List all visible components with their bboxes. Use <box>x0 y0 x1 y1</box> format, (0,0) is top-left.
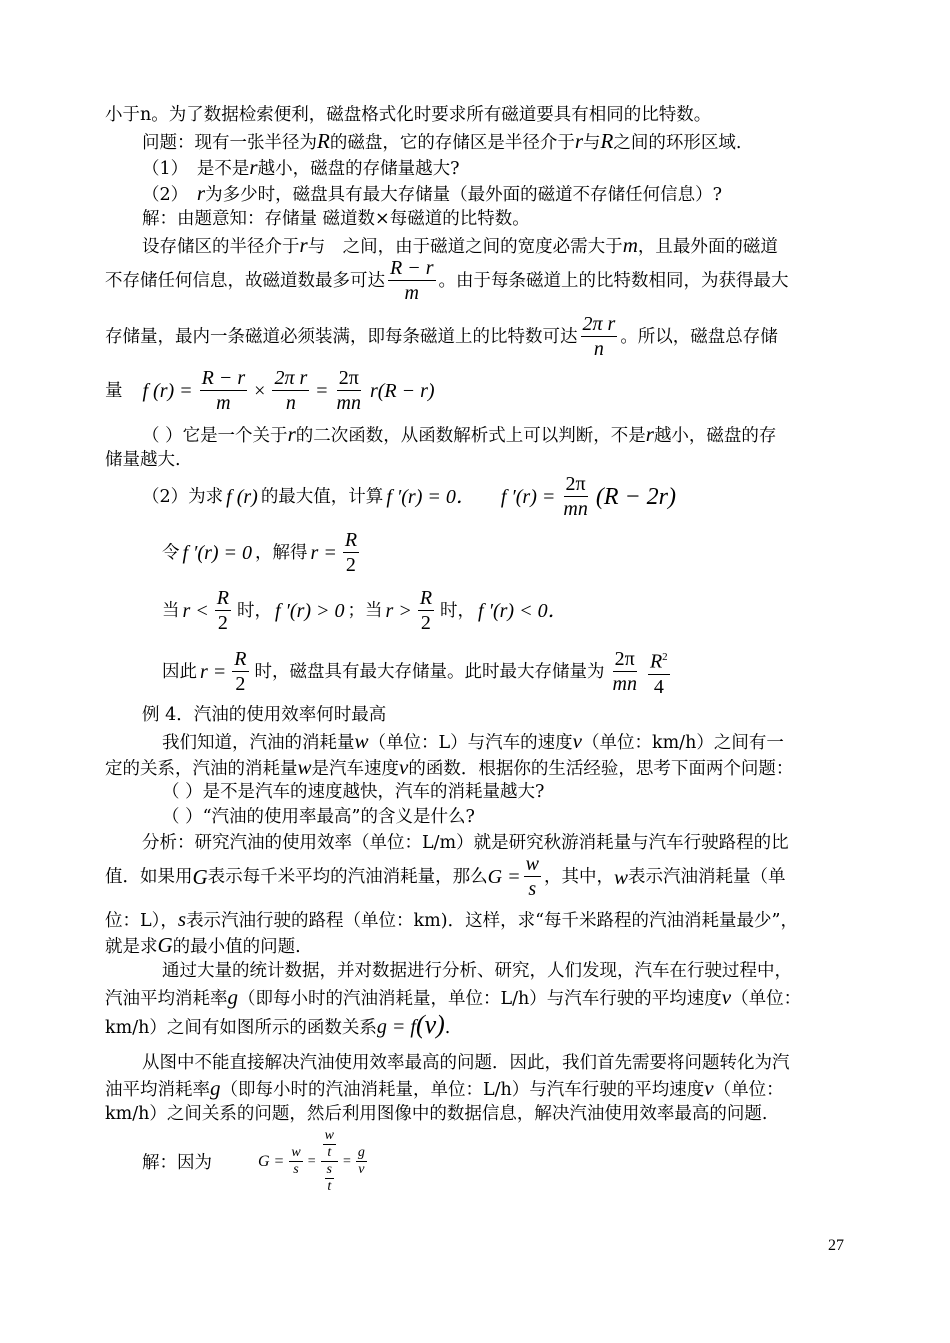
text: 的最小值的问题. <box>172 937 301 957</box>
text: 设存储区的半径介于 <box>142 237 300 257</box>
denominator: n <box>593 338 604 360</box>
math-expr: r = <box>310 541 337 564</box>
page-number: 27 <box>828 1237 844 1254</box>
fraction <box>356 1145 367 1178</box>
text: 与 <box>583 133 601 153</box>
denominator: mn <box>612 673 637 696</box>
text: 。由于每条磁道上的比特数相同，为获得最大 <box>438 270 789 291</box>
numerator: s <box>326 1162 332 1177</box>
text: （即每小时的汽油消耗量，单位：L/h）与汽车行驶的平均速度 <box>238 989 722 1009</box>
operator: × <box>254 379 266 402</box>
text-line <box>105 984 801 1012</box>
text: 表示汽油消耗量（单 <box>627 866 786 887</box>
text: 是汽车速度 <box>311 759 400 779</box>
math-var: v <box>399 755 409 779</box>
text-line <box>162 958 792 984</box>
exponent: 2 <box>662 651 668 663</box>
text: 之间的环形区域. <box>613 133 742 153</box>
text: （单位： <box>713 1080 784 1100</box>
text: 与 之间，由于磁道之间的宽度必需大于 <box>307 237 623 257</box>
text: km/h）之间有如图所示的函数关系 <box>105 1018 377 1038</box>
math-var: r <box>645 422 654 446</box>
numerator: R − r <box>390 257 434 279</box>
text-line <box>105 1101 767 1127</box>
numerator: 2π r <box>582 313 616 335</box>
text: 表示汽油行驶的路程（单位：km)．这样，求“每千米路程的汽油消耗量最少”， <box>186 911 798 931</box>
text: 时， <box>440 600 476 621</box>
text: （ ）是不是汽车的速度越快，汽车的消耗量越大? <box>162 782 545 802</box>
numerator: w <box>291 1145 301 1160</box>
math-expr: f ′(r) = <box>500 485 556 508</box>
numerator: 2π r <box>274 367 308 389</box>
text-line <box>142 1150 212 1176</box>
math-expr: f ′(r) < 0． <box>478 599 568 622</box>
text: （2）为求 <box>142 486 224 507</box>
denominator: mn <box>336 392 361 414</box>
math-expr: f ′(r) = 0 <box>182 541 253 564</box>
math-var: r <box>299 233 308 257</box>
math-var: m <box>622 233 638 257</box>
fraction <box>343 528 359 577</box>
text-line <box>105 1075 784 1103</box>
text-line <box>105 102 711 128</box>
math-var: R <box>649 650 663 673</box>
text: 当 <box>162 600 180 621</box>
compound-fraction <box>321 1128 338 1195</box>
math-expr: f (r) = <box>142 379 193 402</box>
fraction <box>323 1128 336 1161</box>
text: （单位： <box>731 989 802 1009</box>
operator: = <box>307 1153 316 1169</box>
text-line <box>162 728 784 756</box>
math-var: R <box>317 129 330 153</box>
formula-line <box>105 366 435 415</box>
math-var: v <box>704 1076 714 1100</box>
denominator: v <box>358 1162 365 1177</box>
numerator: R <box>216 587 229 609</box>
denominator: 2 <box>345 554 356 576</box>
text-line <box>105 852 785 901</box>
text-line <box>162 779 544 805</box>
text-line <box>105 754 793 782</box>
text-line <box>105 1012 450 1041</box>
text: 从图中不能直接解决汽油使用效率最高的问题．因此，我们首先需要将问题转化为汽 <box>142 1053 790 1073</box>
math-var: g <box>210 1076 221 1100</box>
text: . <box>444 1018 451 1038</box>
text: 令 <box>162 542 180 563</box>
text: 分析：研究汽油的使用效率（单位：L/m）就是研究秋游消耗量与汽车行驶路程的比 <box>142 833 789 853</box>
text: 量 <box>105 380 123 401</box>
denominator: s <box>528 878 537 900</box>
math-expr: (v) <box>415 1010 445 1039</box>
text: 时， <box>237 600 272 621</box>
text: 就是求 <box>105 937 158 957</box>
numerator: R <box>419 587 433 609</box>
text-line <box>162 804 475 830</box>
math-expr: g = f <box>376 1016 416 1038</box>
text: 位：L）， <box>105 911 178 931</box>
math-var: g <box>227 985 238 1009</box>
fraction <box>388 256 436 305</box>
text: 的磁盘，它的存储区是半径介于 <box>329 133 575 153</box>
text: 因此 <box>162 661 197 682</box>
math-expr: r > <box>385 599 412 622</box>
math-var: r <box>196 181 206 205</box>
text: 为多少时，磁盘具有最大存储量（最外面的磁道不存储任何信息）? <box>205 185 722 205</box>
text: 表示每千米平均的汽油消耗量，那么 <box>207 866 488 887</box>
text: 汽油平均消耗率 <box>105 989 228 1009</box>
text: ，且最外面的磁道 <box>637 237 778 257</box>
math-var: R <box>600 129 614 153</box>
text: 油平均消耗率 <box>105 1080 210 1100</box>
denominator: t <box>327 1179 332 1194</box>
math-expr: r < <box>182 599 209 622</box>
text: 不存储任何信息，故磁道数最多可达 <box>105 270 385 291</box>
fraction <box>215 586 231 635</box>
numerator: R − r <box>201 367 246 389</box>
text-line <box>142 1050 790 1076</box>
math-var: v <box>721 985 732 1009</box>
math-var: r <box>574 129 584 153</box>
math-expr: r(R − r) <box>369 379 435 402</box>
text-line <box>105 932 301 960</box>
fraction <box>561 472 589 521</box>
numerator: 2π <box>614 648 635 671</box>
fraction <box>335 366 363 415</box>
text: 时，磁盘具有最大存储量。此时最大存储量为 <box>254 661 605 682</box>
denominator: 2 <box>217 612 228 634</box>
denominator: m <box>216 392 231 414</box>
fraction <box>581 312 618 361</box>
math-var: r <box>287 422 296 446</box>
numerator: 2π <box>565 473 586 495</box>
operator: = <box>316 379 328 402</box>
denominator: m <box>404 282 419 304</box>
fraction <box>611 647 639 696</box>
text: 的函数．根据你的生活经验，思考下面两个问题： <box>408 759 794 779</box>
text: 解：由题意知：存储量 磁道数×每磁道的比特数。 <box>142 209 530 229</box>
formula-line <box>162 645 673 699</box>
example-heading <box>142 702 386 728</box>
fraction <box>289 1145 302 1178</box>
math-expr: r = <box>200 660 227 683</box>
math-var: v <box>572 729 582 753</box>
numerator: w <box>525 853 539 875</box>
fraction <box>200 366 248 415</box>
denominator: n <box>285 392 296 414</box>
math-expr: f (r) <box>226 485 258 508</box>
text: （1） 是不是 <box>142 159 250 179</box>
numerator: R <box>344 529 358 551</box>
text: 的最大值，计算 <box>260 486 384 507</box>
text: （单位：km/h）之间有一 <box>581 733 784 753</box>
formula-line <box>162 586 568 635</box>
line-1: 小于n。为了数据检索便利，磁盘格式化时要求所有磁道要具有相同的比特数。 <box>105 105 712 125</box>
math-var: s <box>177 907 187 931</box>
text: （ ）“汽油的使用率最高”的含义是什么? <box>162 807 475 827</box>
denominator: t <box>327 1145 332 1160</box>
text: 解：因为 <box>142 1153 212 1173</box>
text-line <box>105 312 847 361</box>
text: ；当 <box>347 600 383 621</box>
fraction <box>648 645 670 699</box>
text: 。所以，磁盘总存储 <box>620 326 778 347</box>
math-expr: G = <box>258 1152 285 1170</box>
fraction <box>524 852 541 901</box>
math-expr: G = <box>487 865 521 888</box>
math-expr: f ′(r) = 0． <box>386 485 476 508</box>
text: 问题：现有一张半径为 <box>142 133 317 153</box>
text-line <box>105 906 798 934</box>
fraction <box>232 647 248 696</box>
text: 例 4．汽油的使用效率何时最高 <box>142 705 387 725</box>
text: 我们知道，汽油的消耗量 <box>162 733 355 753</box>
math-expr: (R − 2r) <box>595 483 677 510</box>
text: 定的关系，汽油的消耗量 <box>105 759 298 779</box>
math-var: w <box>613 864 628 889</box>
text: 越小，磁盘的存 <box>653 426 777 446</box>
operator: = <box>342 1153 351 1169</box>
math-var: G <box>157 933 173 957</box>
fraction <box>272 366 309 415</box>
denominator: s <box>293 1162 299 1177</box>
numerator: w <box>324 1128 334 1143</box>
text: 值．如果用 <box>105 866 193 887</box>
final-equation <box>258 1128 370 1195</box>
math-var: w <box>297 755 312 779</box>
numerator: g <box>357 1145 365 1160</box>
text: 的二次函数，从函数解析式上可以判断，不是 <box>295 426 646 446</box>
math-var: w <box>354 729 369 753</box>
text-line <box>105 256 847 305</box>
denominator: mn <box>563 498 588 520</box>
text-line <box>105 447 181 473</box>
text: 存储量，最内一条磁道必须装满，即每条磁道上的比特数可达 <box>105 326 578 347</box>
denominator: 4 <box>653 675 664 698</box>
text: （ ）它是一个关于 <box>142 426 288 446</box>
text: （单位：L）与汽车的速度 <box>368 733 573 753</box>
denominator: 2 <box>420 612 431 634</box>
text-line <box>142 206 530 232</box>
text-line <box>142 154 459 182</box>
denominator: 2 <box>235 673 246 696</box>
fraction <box>418 586 434 635</box>
text: ，解得 <box>255 542 308 563</box>
text: （2） <box>142 185 197 205</box>
math-expr: f ′(r) > 0 <box>275 599 345 622</box>
math-var: r <box>249 155 258 179</box>
numerator: 2π <box>338 367 359 389</box>
formula-line <box>162 528 362 577</box>
text-line <box>142 180 722 208</box>
numerator: R <box>234 648 247 671</box>
text-line <box>142 421 776 449</box>
text: 储量越大. <box>105 450 181 470</box>
text: 通过大量的统计数据，并对数据进行分析、研究，人们发现，汽车在行驶过程中， <box>162 961 792 981</box>
text: ，其中， <box>543 866 614 887</box>
text: km/h）之间关系的问题，然后利用图像中的数据信息，解决汽油使用效率最高的问题. <box>105 1104 768 1124</box>
formula-line <box>142 472 676 521</box>
text-line <box>142 128 741 156</box>
math-var: G <box>192 864 208 889</box>
text: 越小，磁盘的存储量越大? <box>257 159 460 179</box>
text: （即每小时的汽油消耗量，单位：L/h）与汽车行驶的平均速度 <box>220 1080 705 1100</box>
fraction <box>325 1162 334 1195</box>
